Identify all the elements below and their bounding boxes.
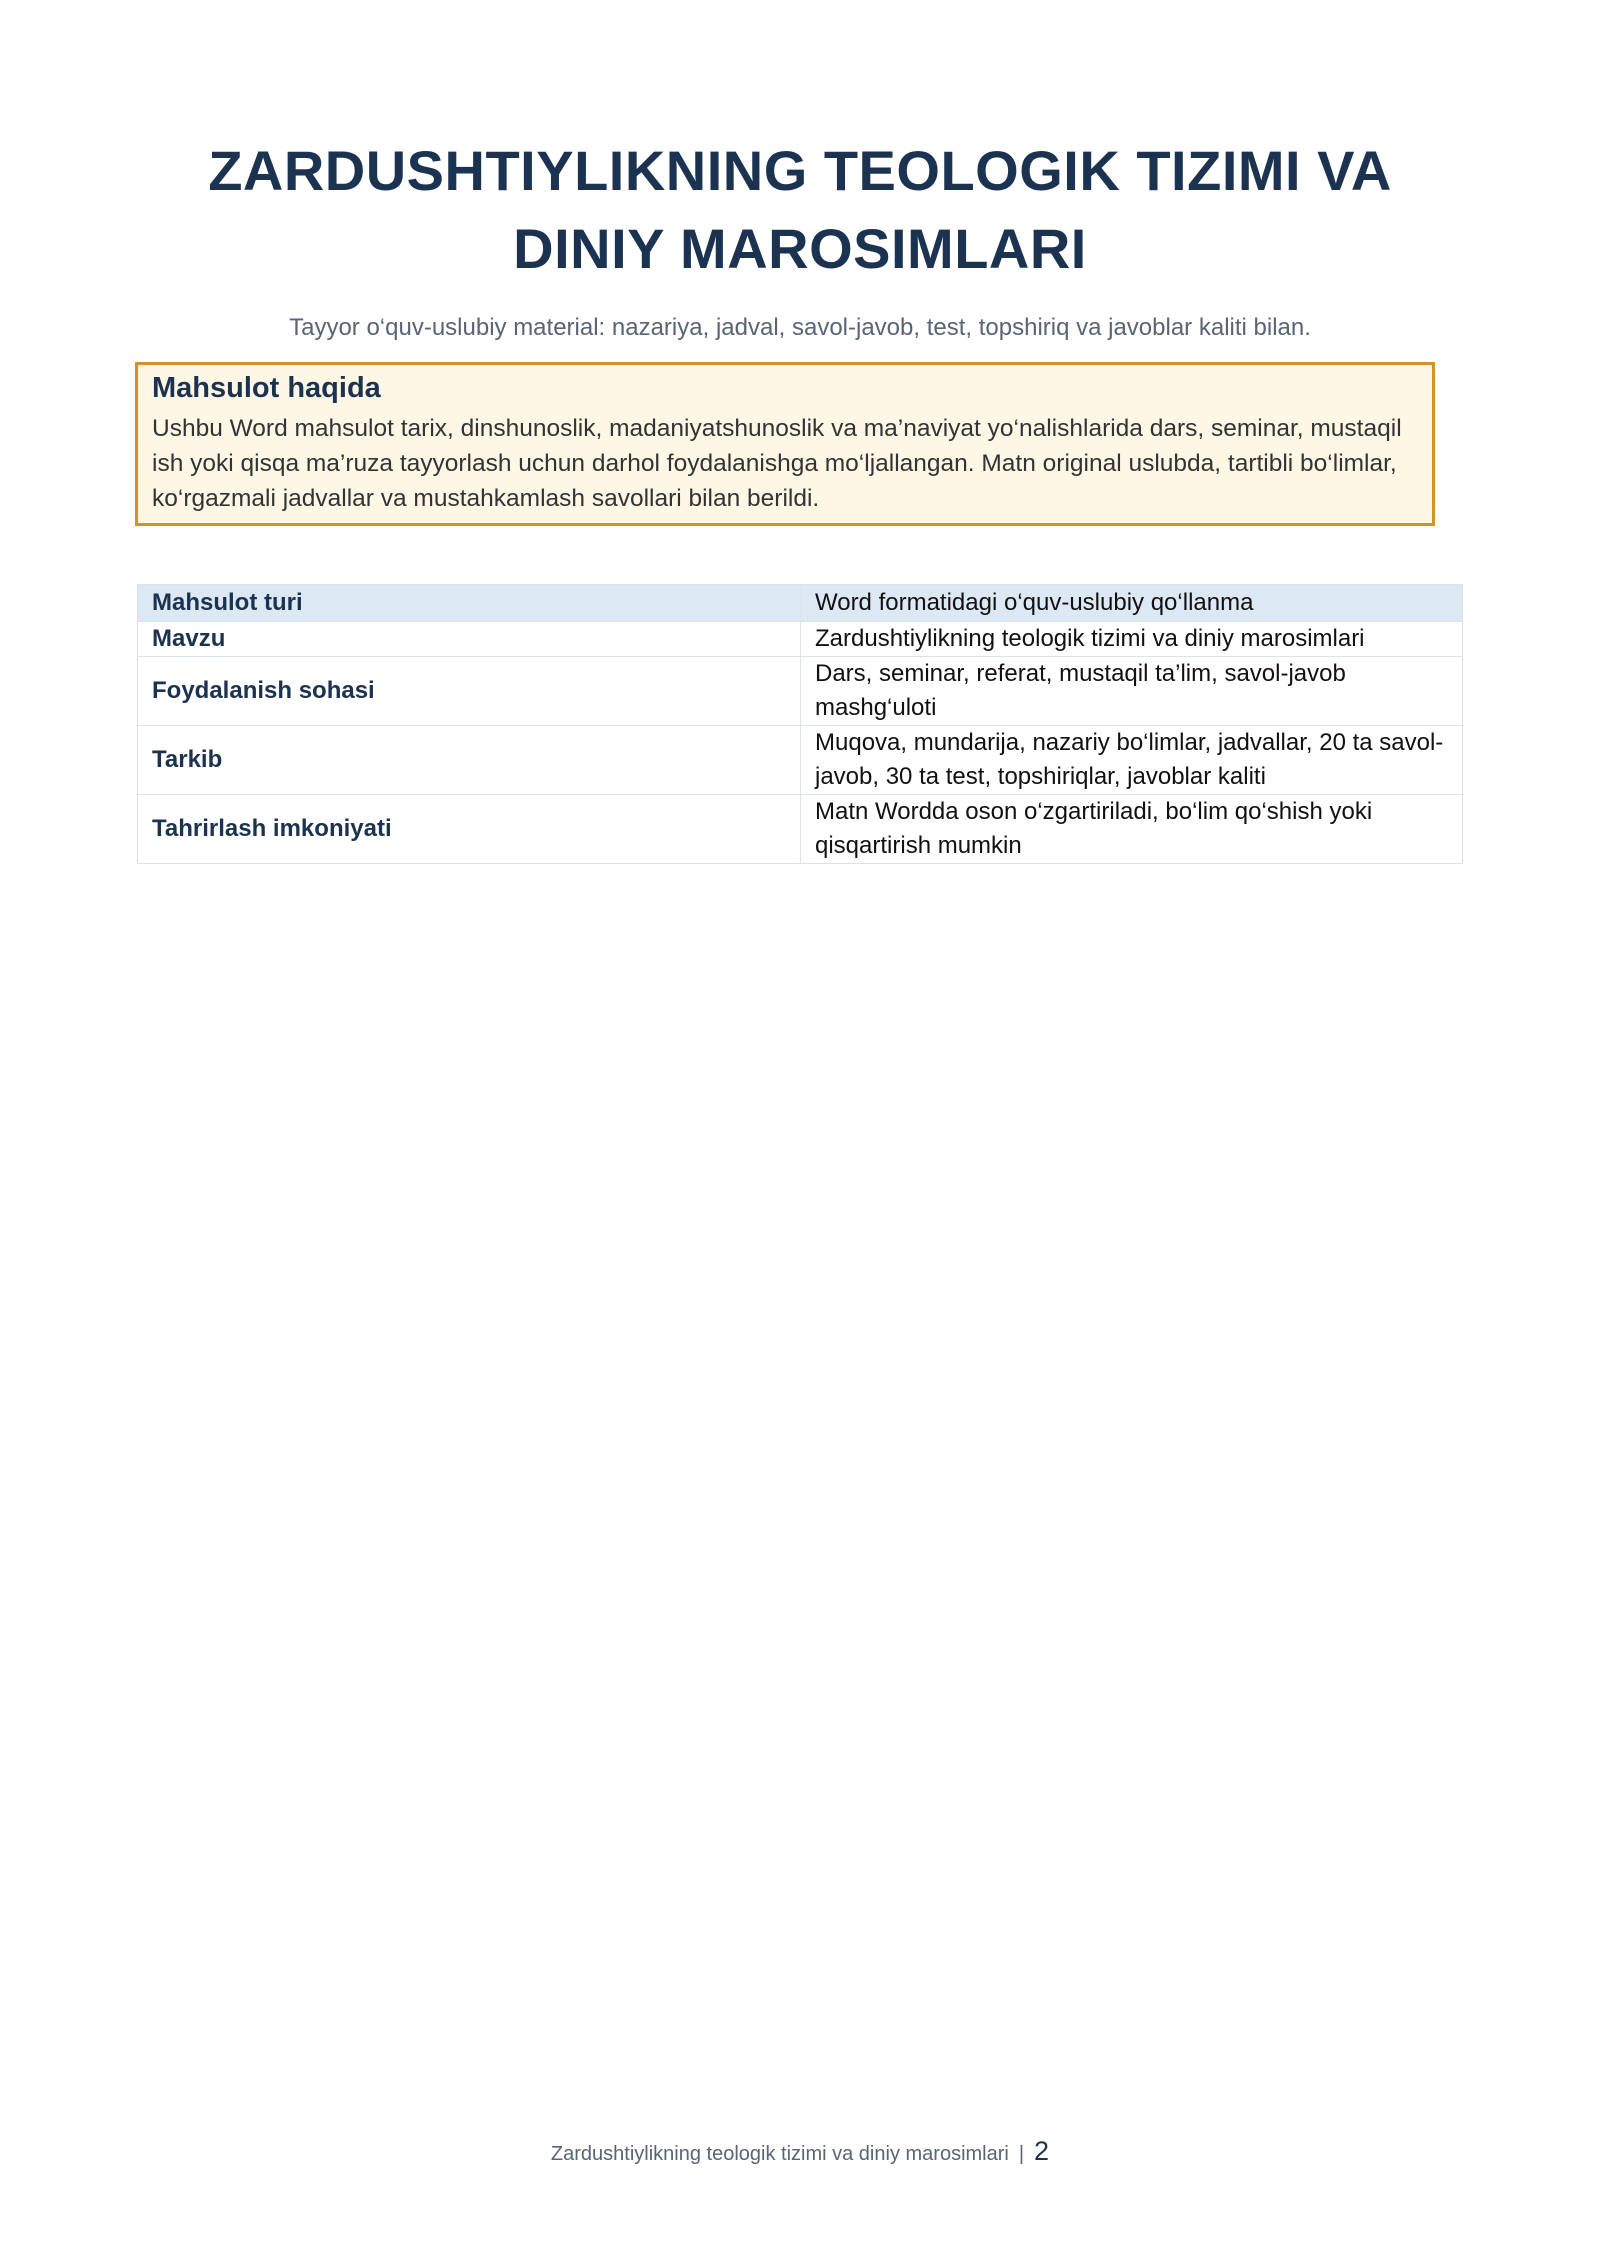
row-key: Tarkib	[138, 726, 801, 795]
row-value: Zardushtiylikning teologik tizimi va diniy marosimlari	[801, 622, 1463, 657]
table-row	[138, 657, 1463, 726]
info-table	[137, 584, 1463, 864]
row-key: Tahrirlash imkoniyati	[138, 795, 801, 864]
row-key: Mavzu	[138, 622, 801, 657]
page-number: 2	[1034, 2136, 1050, 2166]
table-row	[138, 585, 1463, 622]
page-footer	[0, 2136, 1600, 2167]
about-heading: Mahsulot haqida	[152, 372, 381, 404]
table-row	[138, 622, 1463, 657]
about-box	[135, 362, 1435, 526]
footer-text: Zardushtiylikning teologik tizimi va diniy marosimlari	[550, 2143, 1009, 2165]
about-text: Ushbu Word mahsulot tarix, dinshunoslik, madaniyatshunoslik va ma’naviyat yo‘nalishlarida dars, seminar, mustaqil ish yoki qisqa ma’ruza tayyorlash uchun darhol foydalanishga mo‘ljallangan. Matn original uslubda, tartibli bo‘limlar, ko‘rgazmali jadvallar va mustahkamlash savollari bilan berildi.	[152, 415, 1402, 512]
table-row	[138, 726, 1463, 795]
page-title: ZARDUSHTIYLIKNING TEOLOGIK TIZIMI VA DINIY MAROSIMLARI	[208, 139, 1392, 280]
row-key: Mahsulot turi	[138, 585, 801, 622]
row-value: Word formatidagi o‘quv-uslubiy qo‘llanma	[801, 585, 1463, 622]
row-key: Foydalanish sohasi	[138, 657, 801, 726]
footer-separator: |	[1018, 2143, 1025, 2165]
table-row	[138, 795, 1463, 864]
row-value: Matn Wordda oson o‘zgartiriladi, bo‘lim qo‘shish yoki qisqartirish mumkin	[801, 795, 1463, 864]
subtitle: Tayyor o‘quv-uslubiy material: nazariya, jadval, savol-javob, test, topshiriq va javoblar kaliti bilan.	[289, 314, 1311, 341]
row-value: Muqova, mundarija, nazariy bo‘limlar, jadvallar, 20 ta savol-javob, 30 ta test, topshiriqlar, javoblar kaliti	[801, 726, 1463, 795]
row-value: Dars, seminar, referat, mustaqil ta’lim, savol-javob mashg‘uloti	[801, 657, 1463, 726]
